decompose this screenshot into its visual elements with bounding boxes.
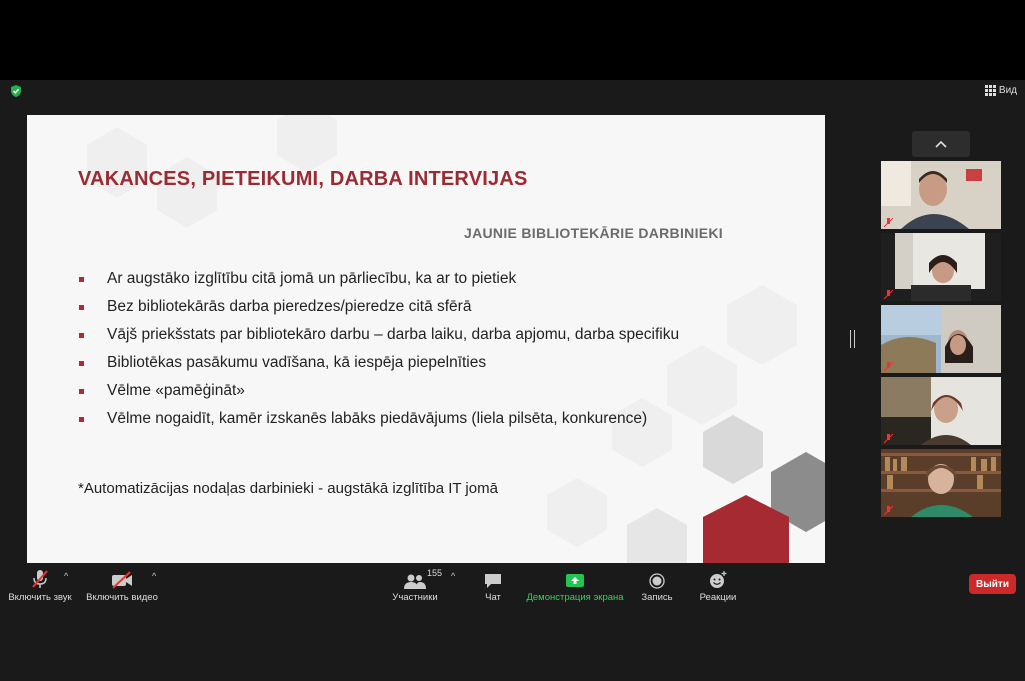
top-bar-area [0,0,1025,80]
slide-subtitle: JAUNIE BIBLIOTEKĀRIE DARBINIEKI [464,225,723,241]
share-screen-label: Демонстрация экрана [526,592,624,603]
reactions-button[interactable] [698,567,738,603]
bullet-text: Vēlme nogaidīt, kamēr izskanēs labāks piedāvājums (liela pilsēta, konkurence) [107,410,648,427]
bullet-item [77,267,679,295]
muted-mic-icon [884,290,893,299]
slide-title: VAKANCES, PIETEIKUMI, DARBA INTERVIJAS [78,168,528,190]
participant-video [881,161,1001,229]
bottom-area [0,607,1025,681]
bullet-text: Bez bibliotekārās darba pieredzes/pieredze citā sfērā [107,298,472,315]
participant-video [881,449,1001,517]
reactions-label: Реакции [699,592,737,603]
muted-mic-icon [884,506,893,515]
bullet-item [77,323,679,351]
participant-video [881,377,1001,445]
participant-video-tile[interactable] [881,377,1001,445]
chat-label: Чат [485,592,501,603]
muted-mic-icon [884,434,893,443]
participants-icon [404,573,426,589]
chevron-up-icon [935,140,947,148]
participant-video-tile[interactable] [881,233,1001,301]
bullet-text: Vēlme «pamēģināt» [107,382,245,399]
participants-chevron-icon[interactable]: ^ [451,571,456,581]
video-options-chevron-icon[interactable]: ^ [152,571,157,581]
start-video-button[interactable] [86,567,158,603]
record-icon [649,573,665,589]
panel-resize-handle[interactable] [850,330,855,348]
bullet-marker [79,333,84,338]
bullet-marker [79,277,84,282]
record-label: Запись [641,592,673,603]
bullet-item [77,379,679,407]
grid-icon [985,85,996,96]
bullet-text: Bibliotēkas pasākumu vadīšana, kā iespēja piepelnīties [107,354,487,371]
bullet-text: Vājš priekšstats par bibliotekāro darbu – darba laiku, darba apjomu, darba specifiku [107,326,680,343]
meeting-toolbar [0,563,1025,607]
bullet-marker [79,417,84,422]
participant-video [881,233,1001,301]
participants-label: Участники [392,592,438,603]
muted-mic-icon [884,218,893,227]
bullet-marker [79,389,84,394]
muted-mic-icon [884,362,893,371]
leave-meeting-button[interactable]: Выйти [969,574,1016,594]
unmute-button[interactable] [8,567,72,603]
participant-video-tile[interactable] [881,449,1001,517]
share-screen-button[interactable] [528,567,622,603]
muted-mic-icon [31,569,49,589]
participants-count: 155 [427,568,443,578]
shared-slide [27,115,825,563]
participant-video-tile[interactable] [881,161,1001,229]
bullet-item [77,351,679,379]
bullet-item [77,295,679,323]
unmute-label: Включить звук [8,592,72,603]
chat-icon [484,573,502,589]
bullet-marker [79,361,84,366]
security-shield-icon[interactable] [9,84,23,98]
record-button[interactable] [640,567,674,603]
participant-video [881,305,1001,373]
video-off-icon [111,571,133,589]
gallery-scroll-up-button[interactable] [912,131,970,157]
reaction-smiley-icon [709,571,727,589]
view-label: Вид [998,84,1017,96]
bullet-text: Ar augstāko izglītību citā jomā un pārliecību, ka ar to pietiek [107,270,517,287]
participant-video-tile[interactable] [881,305,1001,373]
slide-footnote: *Automatizācijas nodaļas darbinieki - augstākā izglītība IT jomā [78,480,498,497]
share-screen-icon [565,573,585,589]
audio-options-chevron-icon[interactable]: ^ [64,571,69,581]
bullet-marker [79,305,84,310]
bullet-list [77,267,679,435]
start-video-label: Включить видео [86,592,158,603]
chat-button[interactable] [478,567,508,603]
view-button[interactable] [985,82,1017,98]
bullet-item [77,407,679,435]
